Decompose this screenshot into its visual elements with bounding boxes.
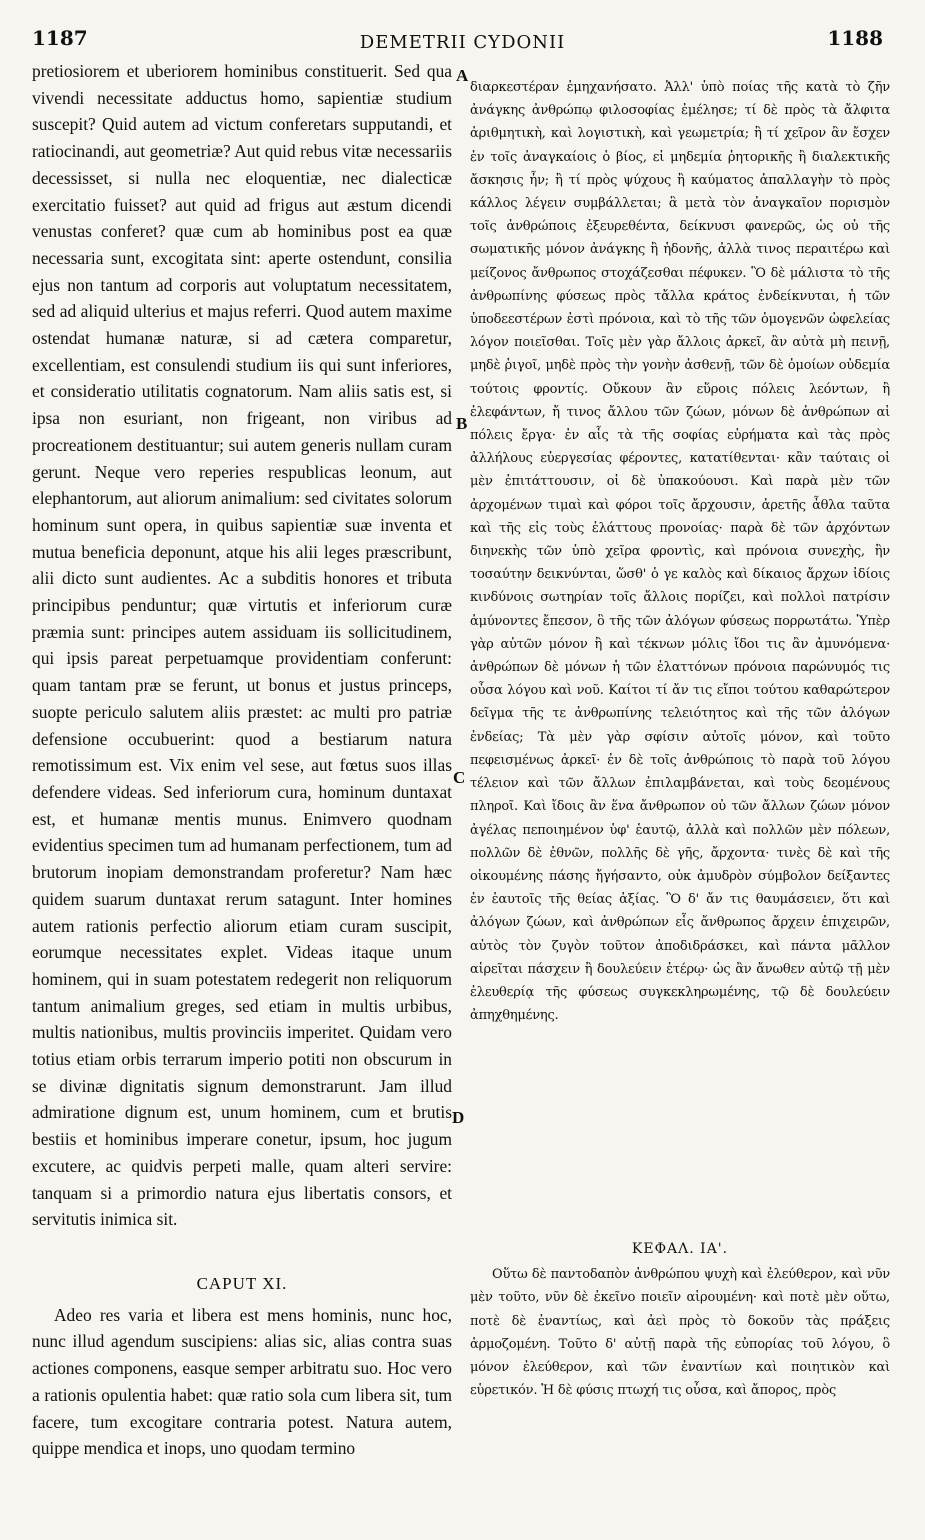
latin-column bbox=[32, 58, 452, 1258]
page-number-right: 1188 bbox=[827, 26, 883, 50]
page-number-left: 1187 bbox=[32, 26, 88, 50]
greek-column bbox=[470, 76, 890, 1226]
margin-marker-b: B bbox=[456, 414, 468, 433]
greek-chapter-text: Οὕτω δὲ παντοδαπὸν ἀνθρώπου ψυχὴ καὶ ἐλεύθερον, καὶ νῦν μὲν τοῦτο, νῦν δὲ ἐκεῖνο ποιεῖν αἱρουμένη· καὶ ποτὲ μὲν οὕτω, ποτὲ δὲ ἐναντίως, καὶ ἀεὶ πρὸς τὸ δοκοῦν τὰς πράξεις ἁρμοζομένη. Τοῦτο δ' αὐτῇ παρὰ τῆς εὐπορίας τοῦ λόγου, ὃ μόνον ἐλεύθερον, καὶ τῶν ἐναντίων καὶ ποιητικὸν καὶ εὑρετικόν. Ἡ δὲ φύσις πτωχή τις οὖσα, καὶ ἄπορος, πρὸς bbox=[470, 1267, 890, 1399]
latin-chapter-heading: CAPUT XI. bbox=[196, 1274, 288, 1293]
margin-marker-a: A bbox=[456, 66, 469, 85]
margin-marker-c: C bbox=[453, 768, 466, 787]
greek-chapter bbox=[470, 1238, 890, 1528]
latin-chapter-text: Adeo res varia et libera est mens hominis, nunc hoc, nunc illud agendum suscipiens: alias sic, alias contra suas actiones componens, easque semper arbitratu suo. Hoc vero a rationis opulentia habet: quæ ratio sola cum libera sit, tum facere, tum excogitare contraria potest. Natura autem, quippe mendica et inops, uno quodam termino bbox=[32, 1304, 452, 1459]
running-header bbox=[0, 26, 925, 56]
running-title: DEMETRII CYDONII bbox=[359, 32, 566, 53]
margin-marker-d: D bbox=[452, 1108, 465, 1127]
latin-body-text: pretiosiorem et uberiorem hominibus constituerit. Sed qua vivendi necessitate adductus homo, sapientiæ studium suscepit? Quid autem ad victum conferetars supputandi, et ratiocinandi, aut geometriæ? Aut quid rebus vitæ necessariis decessisset, si nulla nec eloquentiæ, nec dialecticæ exercitatio fuisset? aut quid ad frigus aut æstum dicendi venustas conferet? quæ cum ab hominibus post ea quæ necessaria sunt, excogitata sint: aperte ostendunt, consilia ejus non tantum ad corporis aut voluptatum necessitatem, sed ad aliquid ulterius et majus referri. Quod autem maxime ostendat humanæ naturæ, si ad cætera comparetur, excellentiam, est consulendi studium iis qui sunt inferiores, et consideratio utilitatis cognatorum. Nam aliis satis est, si ipsa non esuriant, non frigeant, non viribus ad procreationem destituantur; sui autem generis nullam curam gerunt. Neque vero reperies respublicas leonum, aut elephantorum, aut aliorum animalium: sed civitates solorum hominum sunt opera, in quibus sapientiæ suæ inventa et mutua beneficia deponunt, atque his alii leges præscribunt, alii dicto sunt audientes. Ac a subditis honores et tributa principibus penduntur; quæ virtutis et inferiorum curæ præmia sunt: principes autem assiduam iis sollicitudinem, qui ipsis pareat perpetuamque providentiam conferunt: quam tantam præ se ferunt, ut bonus et justus princeps, suopte periculo salutem aliis præstet: ac multi pro patriæ defensione occubuerint: quod a bestiarum natura remotissimum est. Vix enim vel sese, aut fœtus suos illas defendere videas. Sed inferiorum cura, hominum duntaxat est, et humanæ mentis munus. Enimvero quodnam evidentius specimen tum ad humanam perfectionem, tum ad brutorum inopiam demonstrandam proferetur? Nam hæc quidem suarum duntaxat rerum satagunt. Inter homines autem rationis perfectio aliorum etiam curam suscipit, eorumque necessitates explet. Videas itaque unum hominem, qui in suam potestatem redegerit non reliquorum tantum animalium greges, sed etiam in multis urbibus, multis nationibus, multis provinciis imperitet. Quidam vero totius etiam orbis terrarum imperio potiti non obscurum in se divinæ dignitatis signum demonstrarunt. Jam illud admiratione dignum est, unum hominem, cum et brutis bestiis et hominibus imperare conetur, ipsum, hoc jugum excutere, ac quidvis perpeti malle, quam alteri servire: tanquam si a primordio natura ejus libertatis consors, et servitutis inimica sit. bbox=[32, 61, 452, 1230]
greek-chapter-heading: ΚΕΦΑΛ. ΙΑ'. bbox=[631, 1241, 729, 1257]
latin-chapter bbox=[32, 1265, 452, 1527]
greek-body-text: διαρκεστέραν ἐμηχανήσατο. Ἀλλ' ὑπὸ ποίας τῆς κατὰ τὸ ζῆν ἀνάγκης ἀνθρώπῳ φιλοσοφίας ἐμέλησε; τί δὲ πρὸς τὰ ἄλφιτα ἀριθμητικὴ, καὶ λογιστικὴ, καὶ γεωμετρία; ἢ τί χεῖρον ἂν ἔσχεν ἐν τοῖς ἀναγκαίοις ὁ βίος, εἰ μηδεμία ῥητορικῆς ἢ διαλεκτικῆς ἄσκησις ἦν; ἢ τί πρὸς ψύχους ἢ καύματος ἀπαλλαγὴν τὸ πρὸς κάλλος λέγειν συμβάλλεται; ἃ μετὰ τὸν ἀναγκαῖον πορισμὸν τοῖς ἀνθρώποις ἐξευρεθέντα, δείκνυσι φανερῶς, ὡς οὐ τῆς σωματικῆς μόνον ἀνάγκης ἢ ἡδονῆς, ἀλλὰ τινος περαιτέρω καὶ μείζονος ἄνθρωπος στοχάζεσθαι πέφυκεν. Ὃ δὲ μάλιστα τὸ τῆς ἀνθρωπίνης φύσεως πρὸς τἄλλα κράτος ἐνδείκνυται, ἡ τῶν ὑποδεεστέρων ἐστὶ πρόνοια, καὶ τὸ τῆς τῶν ὁμογενῶν ὠφελείας λόγον ποιεῖσθαι. Τοῖς μὲν γὰρ ἄλλοις ἀρκεῖ, ἂν αὐτὰ μὴ πεινῇ, μηδὲ ῥιγοῖ, μηδὲ πρὸς τὴν γονὴν ἀσθενῇ, τῶν δὲ ὁμοίων οὐδεμία τούτοις φροντίς. Οὔκουν ἂν εὕροις πόλεις λεόντων, ἢ ἐλεφάντων, ἤ τινος ἄλλου τῶν ζώων, μόνων δὲ ἀνθρώπων αἱ πόλεις ἔργα· ἐν αἷς τὰ τῆς σοφίας εὑρήματα καὶ τὰς πρὸς ἀλλήλους εὐεργεσίας φέροντες, κατατίθενται· κἂν ταύταις οἱ μὲν ἐπιτάττουσιν, οἱ δὲ ὑπακούουσι. Καὶ παρὰ μὲν τῶν ἀρχομένων τιμαὶ καὶ φόροι τοῖς ἄρχουσιν, ἀρετῆς ἆθλα ταῦτα καὶ τῆς εἰς τοὺς ἐλάττους προνοίας· παρὰ δὲ τῶν ἀρχόντων διηνεκὴς τῶν ὑπὸ χεῖρα φροντὶς, καὶ πρόνοια συνεχὴς, ἣν τοσαύτην δεικνύνται, ὥσθ' ὁ γε καλὸς καὶ δίκαιος ἄρχων ἰδίοις κινδύνοις σωτηρίαν τοῖς ἄλλοις πορίζει, καὶ πολλοὶ πατρίσιν ἀμύνοντες ἔπεσον, ὃ τῆς τῶν ἀλόγων φύσεως πορρωτάτω. Ὑπὲρ γὰρ αὐτῶν μόνον ἢ καὶ τέκνων μόλις ἴδοι τις ἂν ἀμυνόμενα· ἀνθρώπων δὲ μόνων ἡ τῶν ἐλαττόνων πρόνοια παρώνυμός τις οὖσα λόγου καὶ νοῦ. Καίτοι τί ἄν τις εἴποι τούτου καθαρώτερον δεῖγμα τῆς τε ἀνθρωπίνης τελειότητος καὶ τῆς τῶν ἀλόγων ἐνδείας; Τὰ μὲν γὰρ σφίσιν αὐτοῖς μόνον, καὶ τοῦτο πεφεισμένως ἀρκεῖ· ἐν δὲ τοῖς ἀνθρώποις τὸ παρὰ τοῦ λόγου τέλειον καὶ τῶν ἄλλων ἐπιλαμβάνεται, καὶ τοὺς δεομένους πληροῖ. Καὶ ἴδοις ἂν ἕνα ἄνθρωπον οὐ τῶν ἄλλων ζώων μόνον ἀγέλας πεποιημένον ὑφ' ἑαυτῷ, ἀλλὰ καὶ πολλῶν μὲν πόλεων, πολλῶν δὲ ἐθνῶν, πολλῆς δὲ γῆς, ἄρχοντα· τινὲς δὲ καὶ τῆς οἰκουμένης πάσης ἤγήσαντο, οὐκ ἀμυδρὸν σύμβολον δείξαντες ἐν ἑαυτοῖς τῆς θείας ἀξίας. Ὃ δ' ἄν τις θαυμάσειεν, ὅτι καὶ ἀλόγων ζώων, καὶ ἀνθρώπων εἷς ἄνθρωπος ἄρχειν ἐπιχειρῶν, αὐτὸς τὸν ζυγὸν τοῦτον ἀποδιδράσκει, καὶ πάντα μᾶλλον αἱρεῖται πάσχειν ἢ δουλεύειν ἑτέρῳ· ὡς ἂν ἄνωθεν αὐτῷ τῇ μὲν ἐλευθερίᾳ τῆς φύσεως συγκεκληρωμένης, τῷ δὲ δουλεύειν ἀπηχθημένης. bbox=[470, 80, 890, 1024]
